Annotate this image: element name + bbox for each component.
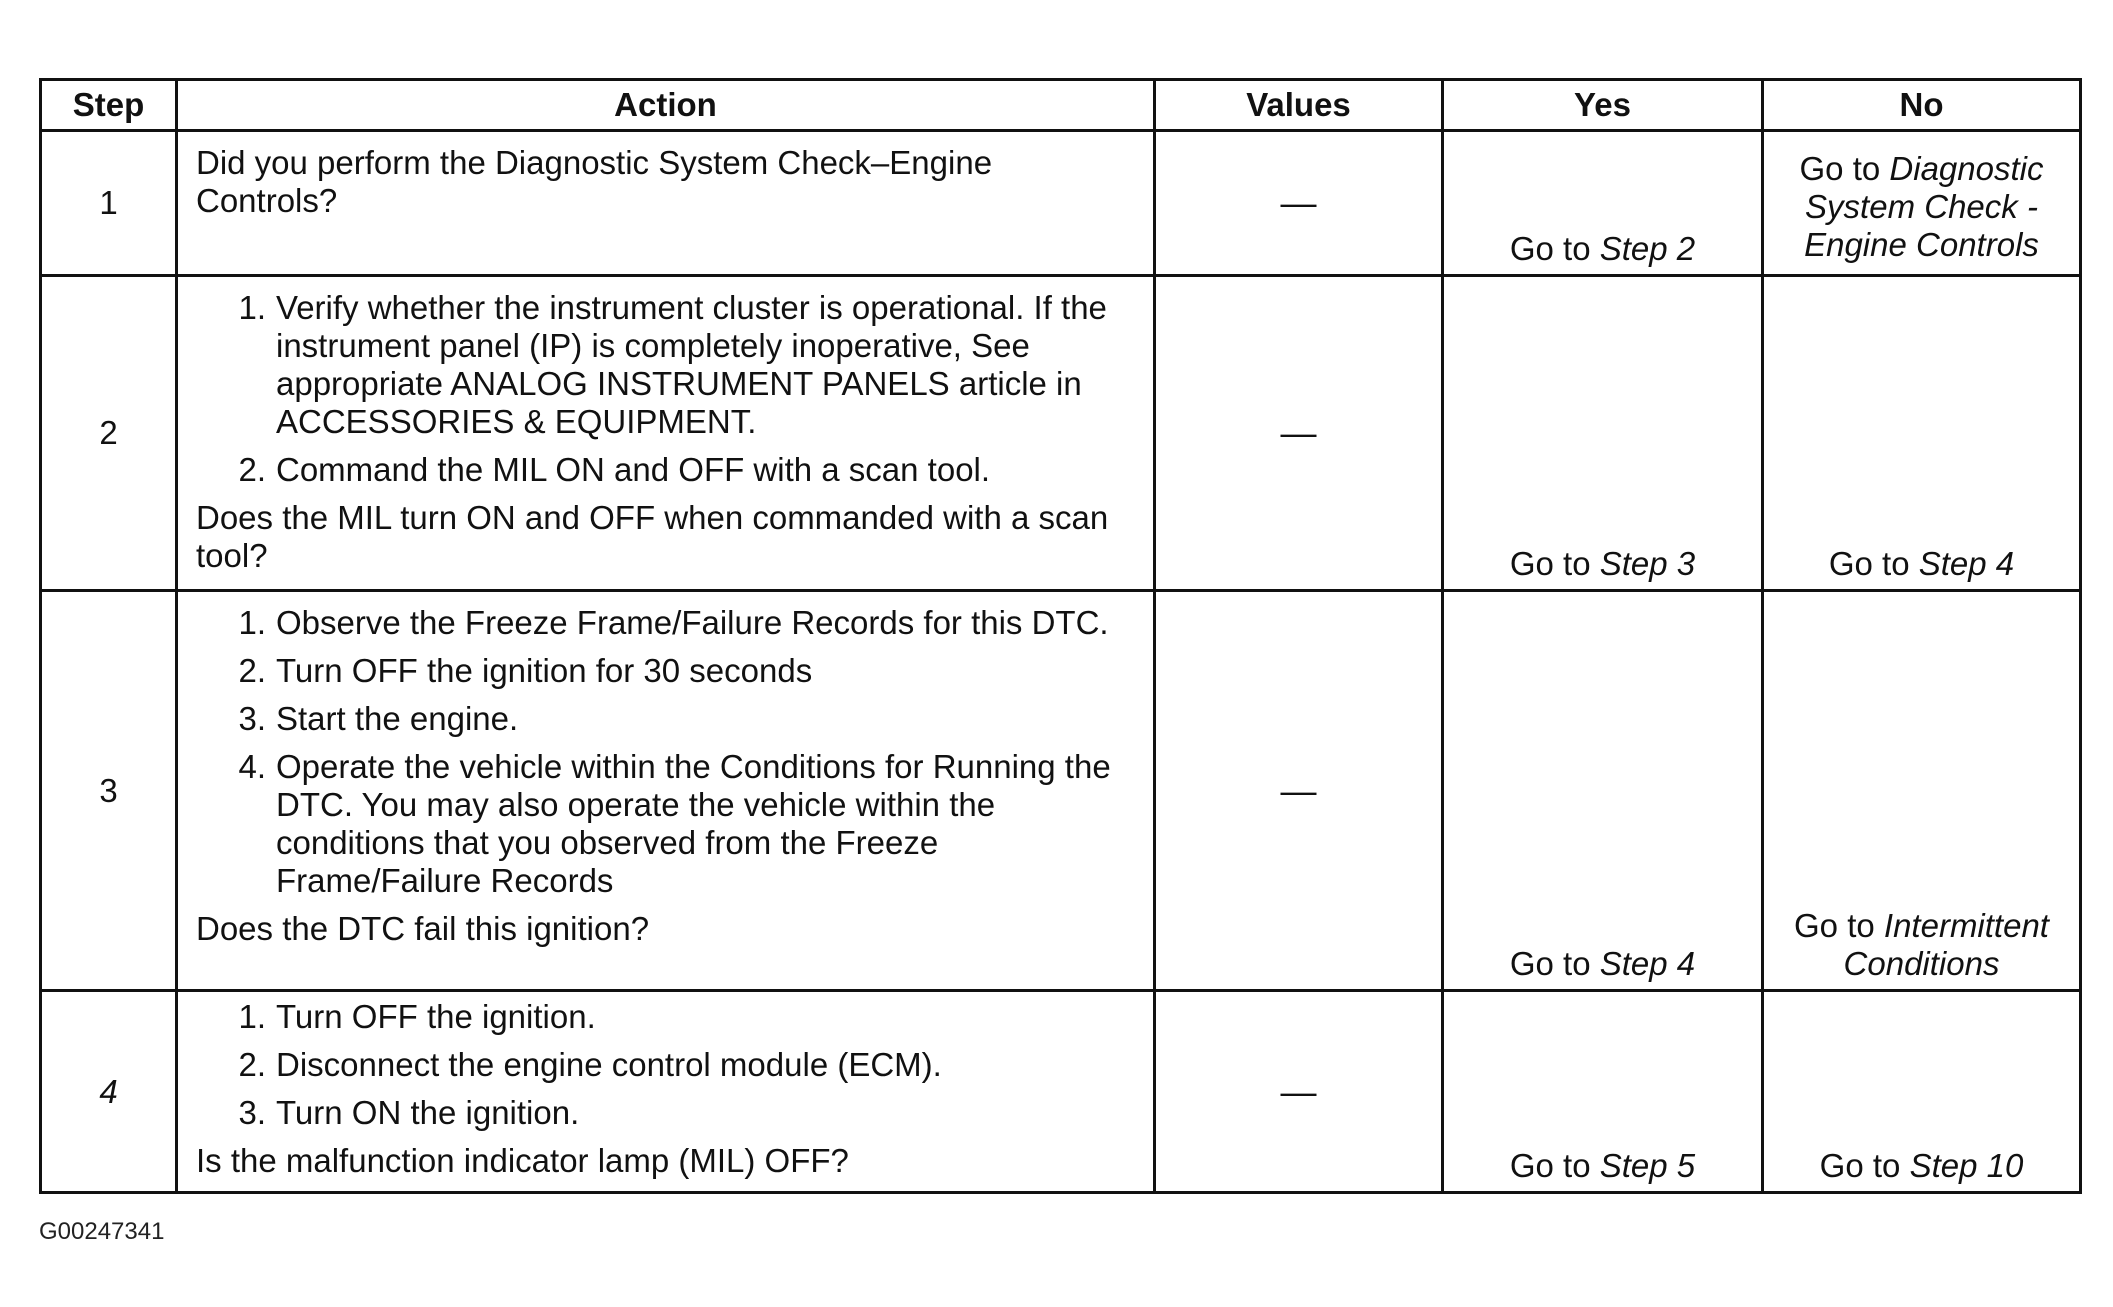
header-no: No [1763, 80, 2081, 131]
table-row [41, 131, 2081, 276]
header-row [41, 80, 2081, 131]
list-item: 3. Start the engine. [238, 700, 519, 737]
yes-prefix: Go to [1509, 545, 1600, 582]
figure-id: G00247341 [39, 1218, 165, 1245]
header-values: Values [1155, 80, 1443, 131]
yes-cell [1443, 131, 1763, 276]
list-item: 4. Operate the vehicle within the Conditions for Running the DTC. You may also operate the vehicle within the conditions that you observed from the Freeze Frame/Failure Records [238, 748, 1111, 899]
no-prefix: Go to [1828, 545, 1919, 582]
no-prefix: Go to [1799, 150, 1890, 187]
no-step-link: Diagnostic System Check - Engine Controls [1804, 150, 2044, 263]
values-cell: — [1155, 991, 1443, 1193]
action-intro: Did you perform the Diagnostic System Check–Engine Controls? [196, 144, 993, 219]
action-steps-list [196, 604, 1135, 900]
yes-step-link: Step 3 [1599, 545, 1696, 582]
yes-step-link: Step 4 [1599, 945, 1696, 982]
yes-prefix: Go to [1509, 1147, 1600, 1184]
yes-cell [1443, 591, 1763, 991]
table-row [41, 276, 2081, 591]
values-cell: — [1155, 276, 1443, 591]
list-item: 2. Disconnect the engine control module (ECM). [238, 1046, 942, 1083]
no-step-link: Intermittent Conditions [1843, 907, 2049, 982]
action-cell [177, 131, 1155, 276]
yes-step-link: Step 5 [1599, 1147, 1696, 1184]
no-step-link: Step 10 [1909, 1147, 2024, 1184]
no-cell [1763, 131, 2081, 276]
table-row [41, 991, 2081, 1193]
no-cell [1763, 276, 2081, 591]
yes-cell [1443, 991, 1763, 1193]
step-number: 1 [41, 131, 177, 276]
diagnostic-table [39, 78, 2082, 1194]
no-prefix: Go to [1794, 907, 1884, 944]
action-steps-list [196, 998, 1135, 1132]
no-prefix: Go to [1819, 1147, 1910, 1184]
action-steps-list [196, 289, 1135, 489]
action-cell [177, 991, 1155, 1193]
header-step: Step [41, 80, 177, 131]
yes-step-link: Step 2 [1599, 230, 1696, 267]
list-item: 1. Observe the Freeze Frame/Failure Records for this DTC. [238, 604, 1109, 641]
no-cell [1763, 591, 2081, 991]
table-row [41, 591, 2081, 991]
list-item: 2. Turn OFF the ignition for 30 seconds [238, 652, 813, 689]
list-item: 2. Command the MIL ON and OFF with a scan tool. [238, 451, 991, 488]
values-cell: — [1155, 591, 1443, 991]
step-number: 3 [41, 591, 177, 991]
step-number: 4 [41, 991, 177, 1193]
yes-prefix: Go to [1509, 230, 1600, 267]
step-number: 2 [41, 276, 177, 591]
values-cell: — [1155, 131, 1443, 276]
no-step-link: Step 4 [1918, 545, 2015, 582]
no-cell [1763, 991, 2081, 1193]
action-cell [177, 591, 1155, 991]
yes-prefix: Go to [1509, 945, 1600, 982]
list-item: 3. Turn ON the ignition. [238, 1094, 580, 1131]
list-item: 1. Turn OFF the ignition. [238, 998, 596, 1035]
header-yes: Yes [1443, 80, 1763, 131]
action-question: Does the DTC fail this ignition? [196, 910, 650, 947]
list-item: 1. Verify whether the instrument cluster is operational. If the instrument panel (IP) is completely inoperative, See appropriate ANALOG INSTRUMENT PANELS article in ACCESSORIES & EQUIPMENT. [238, 289, 1107, 440]
diagnostic-table-container [39, 78, 2079, 1194]
header-action: Action [177, 80, 1155, 131]
yes-cell [1443, 276, 1763, 591]
action-question: Does the MIL turn ON and OFF when commanded with a scan tool? [196, 499, 1109, 574]
action-cell [177, 276, 1155, 591]
action-question: Is the malfunction indicator lamp (MIL) OFF? [196, 1142, 849, 1179]
